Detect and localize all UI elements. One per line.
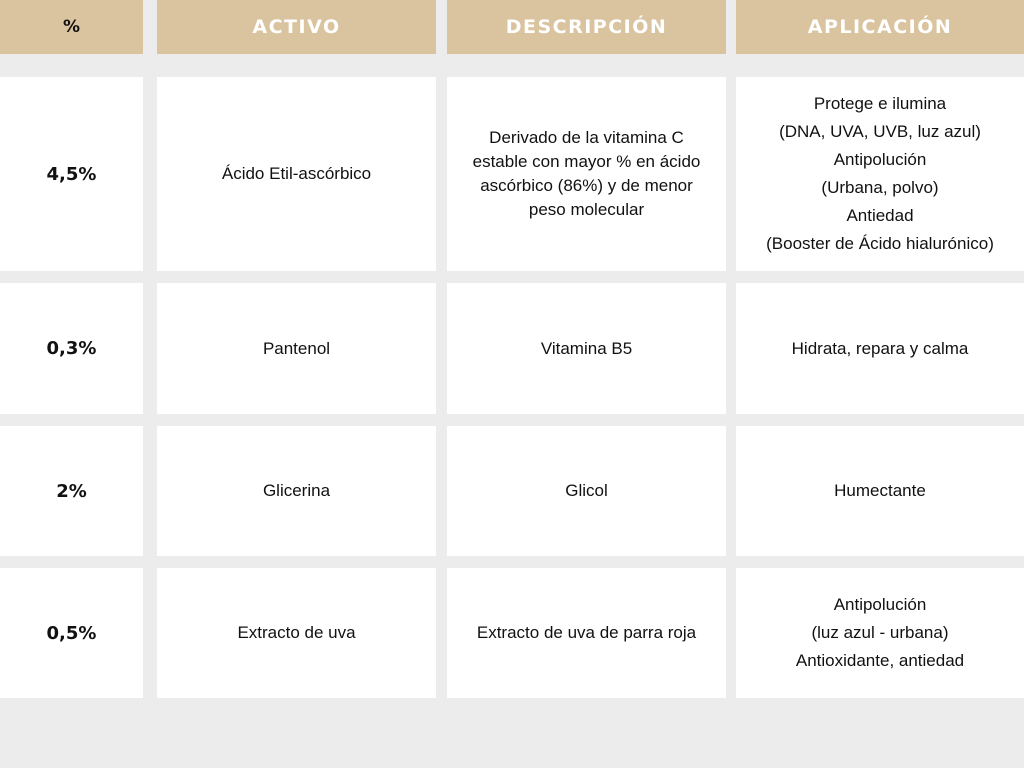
row-3-pct: 2% [0, 426, 143, 556]
row-1-descripcion [447, 77, 726, 271]
row-2-aplicacion [736, 283, 1024, 414]
row-4-activo: Extracto de uva [157, 568, 436, 698]
row-2-descripcion: Vitamina B5 [447, 283, 726, 414]
row-2-activo: Pantenol [157, 283, 436, 414]
row-4-aplicacion-line: Antioxidante, antiedad [795, 651, 965, 670]
row-4-pct: 0,5% [0, 568, 143, 698]
row-1-aplicacion-line: (Booster de Ácido hialurónico) [766, 234, 994, 253]
row-1-aplicacion [736, 77, 1024, 271]
header-descripcion: DESCRIPCIÓN [447, 0, 726, 54]
row-1-activo: Ácido Etil-ascórbico [157, 77, 436, 271]
row-1-aplicacion-line: Protege e ilumina [813, 94, 947, 113]
header-activo: ACTIVO [157, 0, 436, 54]
row-3-aplicacion [736, 426, 1024, 556]
row-4-descripcion: Extracto de uva de parra roja [447, 568, 726, 698]
row-4-aplicacion-line: (luz azul - urbana) [811, 623, 949, 642]
row-1-pct: 4,5% [0, 77, 143, 271]
header-pct: % [0, 0, 143, 54]
row-3-aplicacion-line: Humectante [834, 481, 926, 500]
row-4-aplicacion [736, 568, 1024, 698]
row-4-aplicacion-line: Antipolución [833, 595, 927, 614]
row-2-pct: 0,3% [0, 283, 143, 414]
row-1-descripcion-text: Derivado de la vitamina C estable con mayor % en ácido ascórbico (86%) y de menor peso molecular [472, 128, 701, 219]
row-1-aplicacion-line: Antiedad [846, 206, 914, 225]
row-1-aplicacion-line: Antipolución [833, 150, 927, 169]
row-1-aplicacion-line: (Urbana, polvo) [821, 178, 939, 197]
row-2-aplicacion-line: Hidrata, repara y calma [791, 338, 969, 358]
row-3-descripcion: Glicol [447, 426, 726, 556]
header-aplicacion: APLICACIÓN [736, 0, 1024, 54]
row-3-activo: Glicerina [157, 426, 436, 556]
row-1-aplicacion-line: (DNA, UVA, UVB, luz azul) [779, 122, 981, 141]
